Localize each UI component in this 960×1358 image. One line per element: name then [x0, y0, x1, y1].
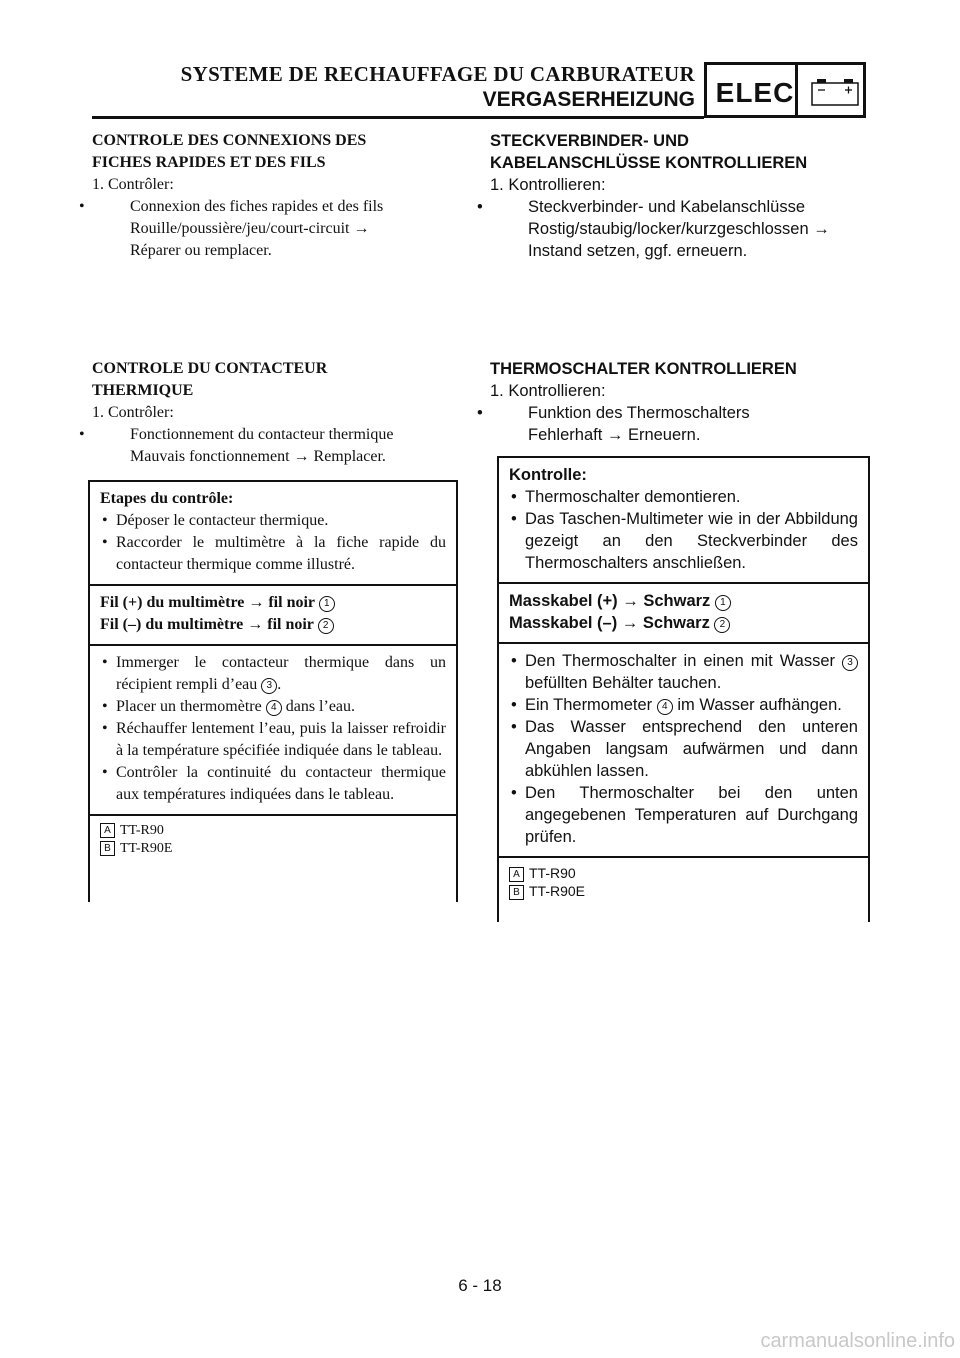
fr-step-heat: • Réchauffer lentement l’eau, puis la laisser refroidir à la température spécifiée indiquée dans le tableau. — [100, 718, 446, 762]
de-connector-title-2: KABELANSCHLÜSSE KONTROLLIEREN — [490, 154, 808, 172]
de-wire-negative: Masskabel (–) → Schwarz 2 — [509, 612, 858, 634]
callout-2: 2 — [714, 617, 730, 633]
fr-thermo-bullet: • Fonctionnement du contacteur thermique — [92, 424, 457, 446]
fr-thermo-condition: Mauvais fonctionnement → Remplacer. — [130, 448, 386, 465]
section-tag-divider — [795, 65, 798, 115]
section-tag-box — [704, 62, 866, 118]
de-legend-b: B TT-R90E — [509, 882, 858, 900]
callout-4: 4 — [657, 699, 673, 715]
battery-icon — [810, 77, 860, 107]
fr-thermo-check-section — [92, 358, 457, 468]
watermark: carmanualsonline.info — [760, 1330, 955, 1352]
de-wire-connections — [499, 584, 868, 644]
de-thermo-check-section — [490, 358, 870, 446]
header-title-german: VERGASERHEIZUNG — [482, 88, 695, 111]
de-procedure-box — [497, 456, 870, 922]
fr-connector-title-2: FICHES RAPIDES ET DES FILS — [92, 154, 326, 171]
fr-connector-title-1: CONTROLE DES CONNEXIONS DES — [92, 132, 367, 149]
fr-step-continuity: • Contrôler la continuité du contacteur thermique aux températures indiquées dans le tableau. — [100, 762, 446, 806]
de-step-connect: • Das Taschen-Multimeter wie in der Abbildung gezeigt an den Steckverbinder des Thermoschalters anschließen. — [509, 508, 858, 574]
de-connector-condition: Rostig/staubig/locker/kurzgeschlossen → — [528, 220, 830, 238]
callout-4: 4 — [266, 700, 282, 716]
de-step-thermometer: • Ein Thermometer 4 im Wasser aufhängen. — [509, 694, 858, 716]
fr-connector-condition: Rouille/poussière/jeu/court-circuit → — [130, 220, 370, 237]
fr-test-steps — [90, 646, 456, 816]
de-connector-action: Instand setzen, ggf. erneuern. — [528, 242, 748, 260]
legend-key-a: A — [100, 823, 115, 838]
callout-2: 2 — [318, 618, 334, 634]
de-procedure-steps — [499, 458, 868, 584]
fr-connector-step: 1. Contrôler: — [92, 176, 174, 193]
legend-key-a: A — [509, 867, 524, 882]
fr-procedure-heading: Etapes du contrôle: — [100, 490, 234, 507]
fr-connector-check-section — [92, 130, 457, 262]
de-connector-step: 1. Kontrollieren: — [490, 176, 606, 194]
callout-1: 1 — [715, 595, 731, 611]
legend-key-b: B — [100, 841, 115, 856]
fr-wire-positive: Fil (+) du multimètre → fil noir 1 — [100, 592, 446, 614]
de-thermo-title: THERMOSCHALTER KONTROLLIEREN — [490, 360, 797, 378]
de-step-heat: • Das Wasser entsprechend den unteren Angaben langsam aufwärmen und dann abkühlen lassen. — [509, 716, 858, 782]
fr-model-legend — [90, 816, 456, 866]
de-connector-bullet: • Steckverbinder- und Kabelanschlüsse — [490, 196, 870, 218]
page-number: 6 - 18 — [458, 1276, 502, 1295]
de-step-continuity: • Den Thermoschalter bei den unten angegebenen Temperaturen auf Durchgang prüfen. — [509, 782, 858, 848]
callout-3: 3 — [261, 678, 277, 694]
de-legend-a: A TT-R90 — [509, 864, 858, 882]
fr-procedure-steps — [90, 482, 456, 586]
de-wire-positive: Masskabel (+) → Schwarz 1 — [509, 590, 858, 612]
fr-connector-action: Réparer ou remplacer. — [130, 242, 272, 259]
de-step-remove: • Thermoschalter demontieren. — [509, 486, 858, 508]
section-tag-label: ELEC — [715, 77, 795, 108]
fr-thermo-step: 1. Contrôler: — [92, 404, 174, 421]
de-test-steps — [499, 644, 868, 858]
fr-step-immerse: • Immerger le contacteur thermique dans un récipient rempli d’eau 3 . — [100, 652, 446, 696]
header-rule — [92, 116, 704, 119]
de-thermo-condition: Fehlerhaft → Erneuern. — [528, 426, 701, 444]
de-model-legend — [499, 858, 868, 908]
de-connector-title-1: STECKVERBINDER- UND — [490, 132, 689, 150]
de-thermo-bullet: • Funktion des Thermoschalters — [490, 402, 870, 424]
fr-step-remove: • Déposer le contacteur thermique. — [100, 510, 446, 532]
fr-wire-connections — [90, 586, 456, 646]
fr-procedure-box — [88, 480, 458, 902]
fr-wire-negative: Fil (–) du multimètre → fil noir 2 — [100, 614, 446, 636]
fr-connector-bullet: • Connexion des fiches rapides et des fils — [92, 196, 457, 218]
fr-step-connect: • Raccorder le multimètre à la fiche rapide du contacteur thermique comme illustré. — [100, 532, 446, 576]
fr-legend-a: A TT-R90 — [100, 822, 446, 840]
legend-key-b: B — [509, 885, 524, 900]
fr-legend-b: B TT-R90E — [100, 840, 446, 858]
de-step-immerse: • Den Thermoschalter in einen mit Wasser 3 befüllten Behälter tauchen. — [509, 650, 858, 694]
callout-1: 1 — [319, 596, 335, 612]
de-connector-check-section — [490, 130, 870, 262]
fr-step-thermometer: • Placer un thermomètre 4 dans l’eau. — [100, 696, 446, 718]
fr-thermo-title-2: THERMIQUE — [92, 382, 194, 399]
callout-3: 3 — [842, 655, 858, 671]
fr-thermo-title-1: CONTROLE DU CONTACTEUR — [92, 360, 328, 377]
de-thermo-step: 1. Kontrollieren: — [490, 382, 606, 400]
header-title-french: SYSTEME DE RECHAUFFAGE DU CARBURATEUR — [180, 62, 695, 86]
de-procedure-heading: Kontrolle: — [509, 466, 587, 484]
